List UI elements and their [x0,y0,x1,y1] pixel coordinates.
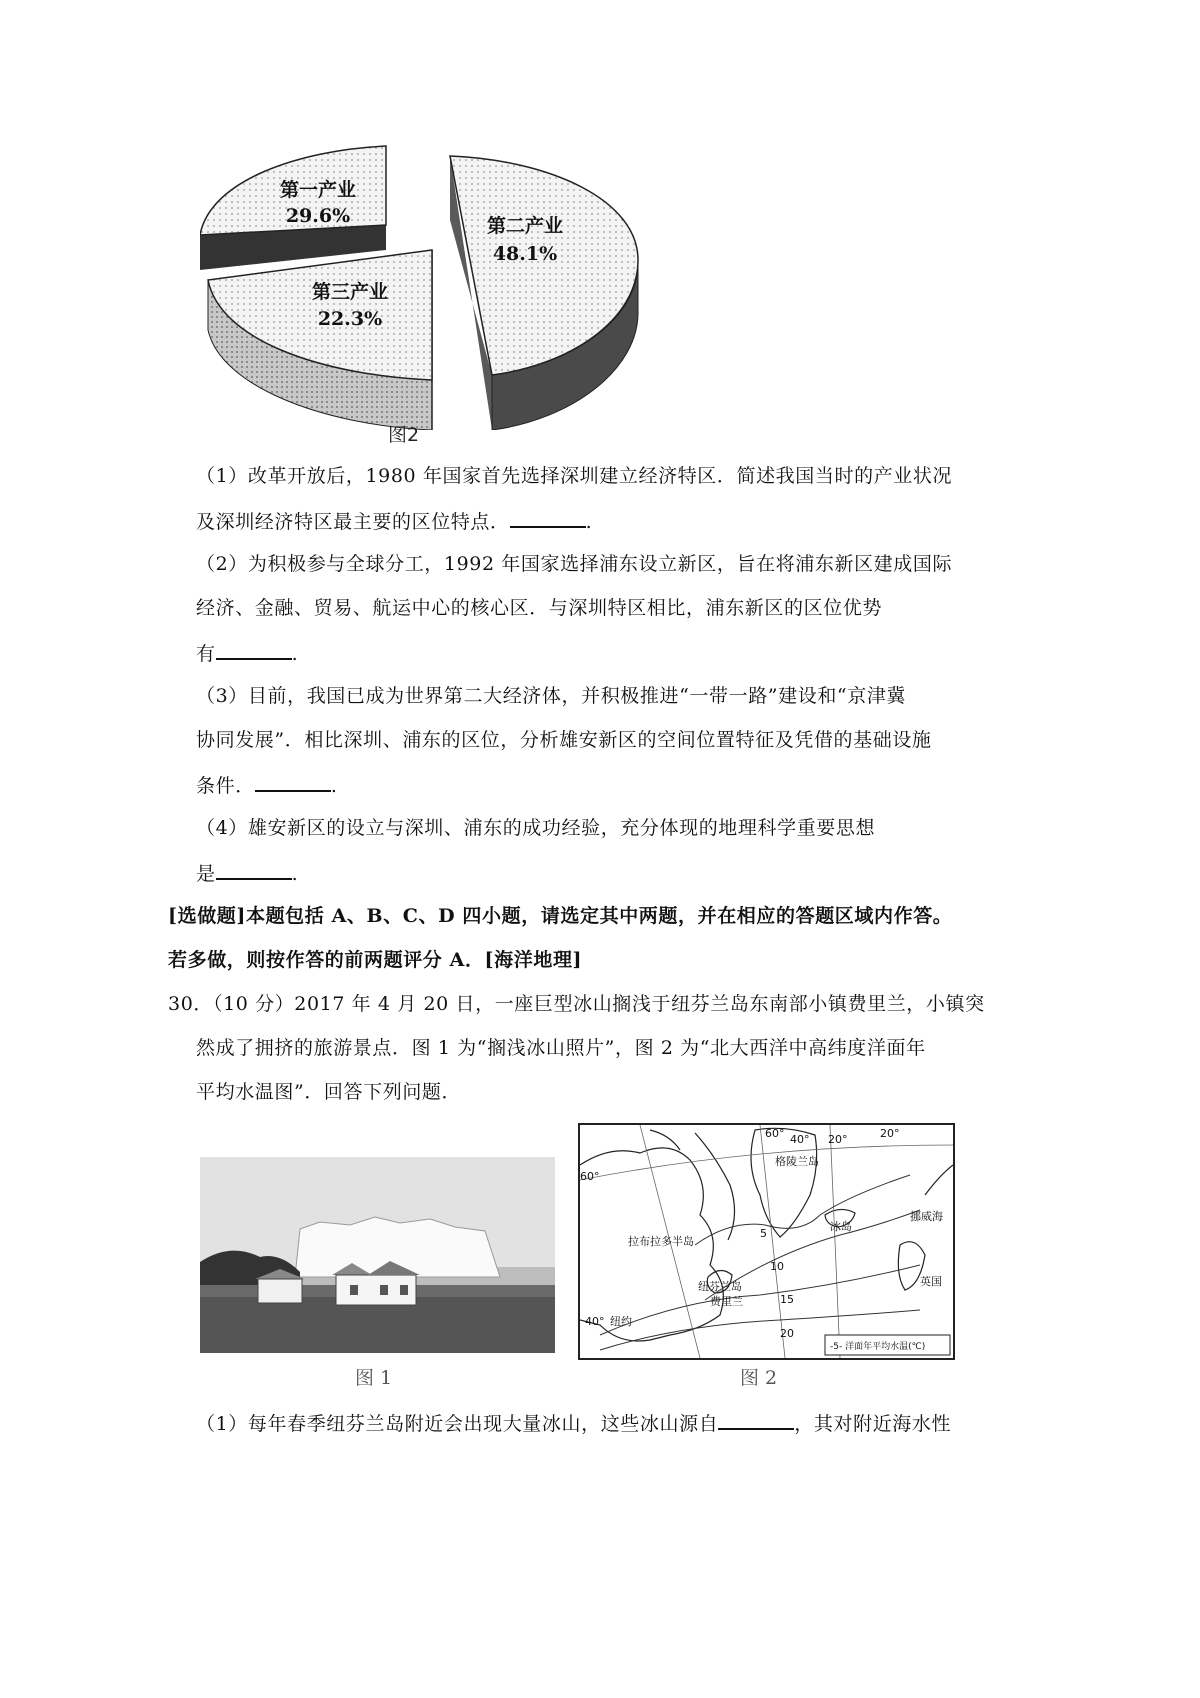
map-label-lon60: 60° [765,1127,785,1140]
q1-answer-blank[interactable] [510,506,586,528]
pie-value-primary: 29.6% [285,205,351,227]
q1-line2 [196,506,592,536]
q3-line3 [196,770,337,800]
q3-line1: （3）目前，我国已成为世界第二大经济体，并积极推进“一带一路”建设和“京津冀 [196,685,907,707]
figure1-caption: 图 1 [355,1367,393,1389]
map-label-lat60: 60° [580,1170,600,1183]
map-label-iso20: 20 [780,1327,794,1340]
q30-1-tail: ，其对附近海水性 [794,1413,952,1435]
iceberg-photo [200,1157,555,1353]
q30-1-text: （1）每年春季纽芬兰岛附近会出现大量冰山，这些冰山源自 [196,1413,719,1435]
q4-period: . [291,863,299,885]
q2-line3 [196,638,298,668]
q4-line2 [196,858,298,888]
q3-line2: 协同发展”．相比深圳、浦东的区位，分析雄安新区的空间位置特征及凭借的基础设施 [196,729,932,751]
map-label-lon20b: 20° [880,1127,900,1140]
pie-value-secondary: 48.1% [492,243,558,265]
iceberg-photo-drawing [200,1157,555,1353]
elective-line1: [选做题]本题包括 A、B、C、D 四小题，请选定其中两题，并在相应的答题区域内作答。 [168,905,953,927]
q30-line1: 30．（10 分）2017 年 4 月 20 日，一座巨型冰山搁浅于纽芬兰岛东南部小镇费里兰，小镇突 [168,993,985,1015]
map-drawing [580,1125,953,1358]
map-label-lon20a: 20° [828,1133,848,1146]
figure2-caption: 图 2 [740,1367,778,1389]
map-label-lon40: 40° [790,1133,810,1146]
map-label-labrador: 拉布拉多半岛 [628,1235,694,1248]
q1-line1: （1）改革开放后，1980 年国家首先选择深圳建立经济特区．简述我国当时的产业状况 [196,465,953,487]
map-label-greenland: 格陵兰岛 [775,1155,819,1168]
q4-line1: （4）雄安新区的设立与深圳、浦东的成功经验，充分体现的地理科学重要思想 [196,817,876,839]
q2-period: . [291,643,299,665]
q30-line2: 然成了拥挤的旅游景点．图 1 为“搁浅冰山照片”，图 2 为“北大西洋中高纬度洋面年 [196,1037,926,1059]
map-label-iso10: 10 [770,1260,784,1273]
map-label-iceland: 冰岛 [830,1220,852,1233]
q1-line2-text: 及深圳经济特区最主要的区位特点． [196,511,510,533]
map-label-norwegian-sea: 挪威海 [910,1210,943,1223]
q30-1-answer-blank[interactable] [718,1408,794,1430]
q2-line3-text: 有 [196,643,216,665]
q2-answer-blank[interactable] [216,638,292,660]
q3-answer-blank[interactable] [255,770,331,792]
map-label-iso5: 5 [760,1227,767,1240]
pie-label-tertiary: 第三产业 [311,281,389,303]
q30-1-line [196,1408,951,1438]
q4-answer-blank[interactable] [216,858,292,880]
map-label-iso15: 15 [780,1293,794,1306]
map-legend: -5- 洋面年平均水温(℃) [830,1342,926,1352]
industry-pie-chart [200,140,660,430]
q3-line3-text: 条件． [196,775,255,797]
pie-value-tertiary: 22.3% [317,308,383,330]
q2-line1: （2）为积极参与全球分工，1992 年国家选择浦东设立新区，旨在将浦东新区建成国际 [196,553,953,575]
pie-caption: 图2 [388,424,420,446]
map-label-lat40: 40° [585,1315,605,1328]
q3-period: . [330,775,338,797]
q1-period: . [585,511,593,533]
q2-line2: 经济、金融、贸易、航运中心的核心区．与深圳特区相比，浦东新区的区位优势 [196,597,883,619]
map-label-newyork: 纽约 [610,1315,632,1328]
map-label-britain: 英国 [920,1275,942,1288]
pie-label-secondary: 第二产业 [486,215,564,237]
pie-slice-tertiary [208,250,432,430]
q4-line2-text: 是 [196,863,216,885]
pie-label-primary: 第一产业 [279,179,357,201]
pie-slice-secondary [450,156,638,430]
q30-line3: 平均水温图”．回答下列问题． [196,1081,462,1103]
north-atlantic-temperature-map [578,1123,955,1360]
map-label-newfoundland: 纽芬兰岛 [698,1280,742,1293]
map-label-ferryland: 费里兰 [710,1295,743,1308]
elective-line2: 若多做，则按作答的前两题评分 A．[海洋地理] [168,949,583,971]
